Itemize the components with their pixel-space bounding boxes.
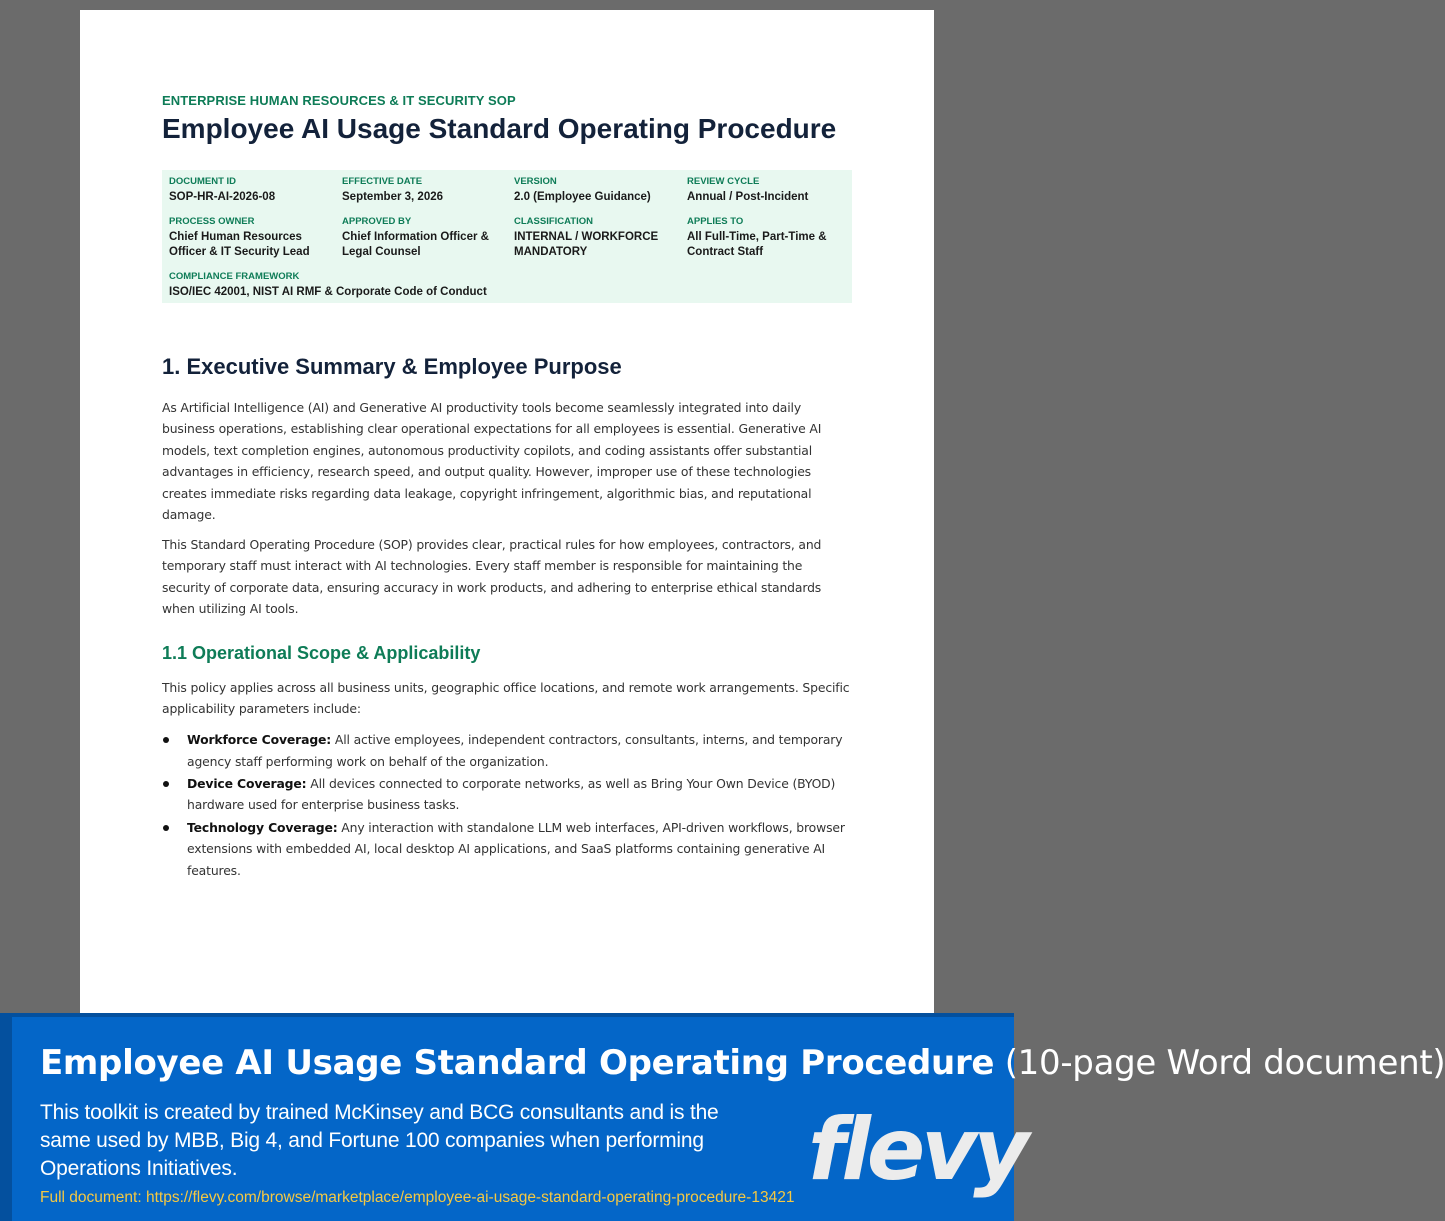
paragraph: As Artificial Intelligence (AI) and Generative AI productivity tools become seamlessly integrated into daily business operations, establishing clear operational expectations for all employees is essential. Generative AI models, text completion engines, autonomous productivity copilots, and coding assistants offer substantial advantages in efficiency, research speed, and output quality. However, improper use of these technologies creates immediate risks regarding data leakage, copyright infringement, algorithmic bias, and reputational damage.	[162, 400, 822, 523]
paragraph: This policy applies across all business units, geographic office locations, and remote work arrangements. Specific applicability parameters include:	[162, 680, 850, 717]
flevy-logo: flevy	[808, 1100, 1026, 1200]
meta-approved-by	[342, 216, 502, 260]
scope-list	[162, 729, 862, 882]
banner-title	[40, 1043, 1445, 1083]
metadata-table	[162, 170, 852, 303]
meta-version	[514, 176, 679, 205]
meta-label: APPLIES TO	[687, 216, 744, 227]
banner-edge	[0, 1017, 12, 1221]
meta-label: REVIEW CYCLE	[687, 176, 760, 187]
meta-value: Chief Human Resources Officer & IT Security Lead	[169, 231, 310, 258]
meta-document-id	[169, 176, 334, 205]
meta-label: DOCUMENT ID	[169, 176, 237, 187]
document-title: Employee AI Usage Standard Operating Procedure	[162, 113, 837, 144]
list-item	[162, 817, 862, 882]
meta-label: APPROVED BY	[342, 216, 412, 227]
subsection-heading: 1.1 Operational Scope & Applicability	[162, 643, 481, 663]
banner-title-suffix: (10-page Word document)	[994, 1043, 1445, 1083]
section-heading: 1. Executive Summary & Employee Purpose	[162, 354, 622, 379]
meta-value: INTERNAL / WORKFORCE MANDATORY	[514, 231, 659, 258]
meta-review-cycle	[687, 176, 847, 205]
list-item-term: Technology Coverage:	[187, 819, 338, 835]
link-url[interactable]: https://flevy.com/browse/marketplace/employee-ai-usage-standard-operating-procedure-13421	[145, 1189, 795, 1206]
meta-label: VERSION	[514, 176, 557, 187]
bullet-icon	[163, 781, 169, 787]
promo-banner	[0, 1013, 1445, 1221]
bullet-icon	[163, 825, 169, 831]
meta-value: Chief Information Officer & Legal Counsel	[342, 231, 489, 258]
meta-value: 2.0 (Employee Guidance)	[514, 191, 651, 203]
meta-label: PROCESS OWNER	[169, 216, 255, 227]
banner-description: This toolkit is created by trained McKinsey and BCG consultants and is the same used by MBB, Big 4, and Fortune 100 companies when performing Operations Initiatives.	[40, 1101, 719, 1180]
list-item-text: Any interaction with standalone LLM web interfaces, API-driven workflows, browser extensions with embedded AI, local desktop AI applications, and SaaS platforms containing generative AI features.	[187, 819, 845, 878]
list-item-text: All devices connected to corporate networks, as well as Bring Your Own Device (BYOD) hardware used for enterprise business tasks.	[187, 775, 836, 813]
meta-process-owner	[169, 216, 329, 260]
document-page	[80, 10, 934, 1015]
meta-effective-date	[342, 176, 507, 205]
meta-value: ISO/IEC 42001, NIST AI RMF & Corporate Code of Conduct	[169, 286, 487, 298]
link-prefix: Full document:	[40, 1189, 146, 1206]
list-item	[162, 729, 862, 772]
bullet-icon	[163, 737, 169, 743]
meta-compliance-framework	[169, 271, 589, 300]
meta-value: September 3, 2026	[342, 191, 444, 203]
meta-classification	[514, 216, 674, 260]
full-document-link[interactable]	[40, 1189, 794, 1207]
list-item-text: All active employees, independent contractors, consultants, interns, and temporary agency staff performing work on behalf of the organization.	[187, 732, 843, 769]
meta-value: SOP-HR-AI-2026-08	[169, 191, 276, 203]
meta-value: Annual / Post-Incident	[687, 191, 809, 203]
document-kicker: ENTERPRISE HUMAN RESOURCES & IT SECURITY SOP	[162, 93, 516, 108]
list-item-term: Device Coverage:	[187, 775, 307, 791]
banner-title-main: Employee AI Usage Standard Operating Procedure	[40, 1043, 995, 1083]
meta-value: All Full-Time, Part-Time & Contract Staff	[687, 231, 827, 258]
meta-label: EFFECTIVE DATE	[342, 176, 423, 187]
meta-applies-to	[687, 216, 842, 260]
paragraph: This Standard Operating Procedure (SOP) provides clear, practical rules for how employees, contractors, and temporary staff must interact with AI technologies. Every staff member is responsible for maintaining the security of corporate data, ensuring accuracy in work products, and adhering to enterprise ethical standards when utilizing AI tools.	[162, 537, 822, 617]
meta-label: CLASSIFICATION	[514, 216, 593, 227]
list-item-term: Workforce Coverage:	[187, 732, 332, 747]
meta-label: COMPLIANCE FRAMEWORK	[169, 271, 300, 282]
list-item	[162, 773, 862, 816]
